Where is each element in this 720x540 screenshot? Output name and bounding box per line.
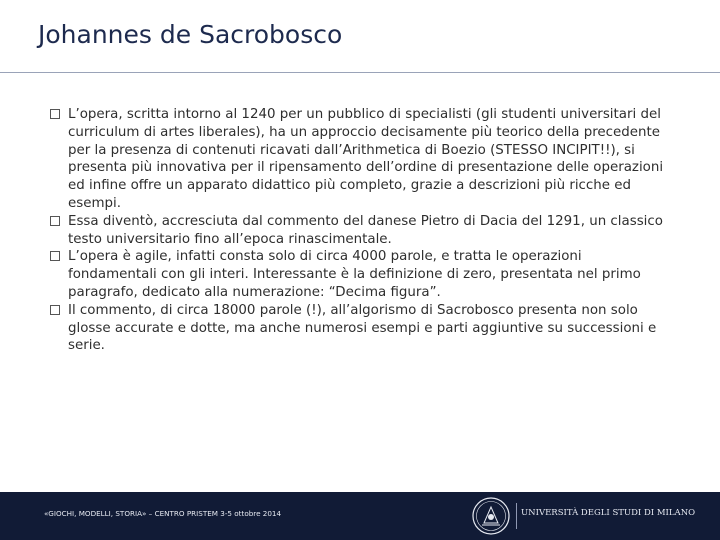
bullet-item <box>50 213 670 249</box>
footer-event-text: «GIOCHI, MODELLI, STORIA» – CENTRO PRISTEM 3-5 ottobre 2014 <box>44 509 282 518</box>
bullet-item <box>50 106 670 213</box>
footer-bar <box>0 492 720 540</box>
bullet-square-icon <box>50 305 60 315</box>
bullet-text: Il commento, di circa 18000 parole (!), all’algorismo di Sacrobosco presenta non solo glosse accurate e dotte, ma anche numerosi esempi e parti aggiuntive su successioni e serie. <box>68 302 657 354</box>
title-divider <box>0 72 720 73</box>
bullet-square-icon <box>50 216 60 226</box>
bullet-text: L’opera è agile, infatti consta solo di circa 4000 parole, e tratta le operazioni fondamentali con gli interi. Interessante è la definizione di zero, presentata nel primo paragrafo, dedicato alla numerazione: “Decima figura”. <box>68 249 641 300</box>
bullet-list <box>50 106 670 355</box>
logo-divider <box>516 503 517 529</box>
bullet-square-icon <box>50 251 60 261</box>
bullet-item <box>50 302 670 355</box>
university-name: UNIVERSITÀ DEGLI STUDI DI MILANO <box>521 508 696 518</box>
bullet-item <box>50 248 670 301</box>
university-seal-icon <box>471 496 511 536</box>
bullet-square-icon <box>50 109 60 119</box>
bullet-text: L’opera, scritta intorno al 1240 per un pubblico di specialisti (gli studenti universitari del curriculum di artes liberales), ha un approccio decisamente più teorico della precedente per la presenza di contenuti ricavati dall’Arithmetica di Boezio (STESSO INCIPIT!!), si presenta più innovativa per il ripensamento dell’ordine di presentazione delle operazioni ed infine offre un apparato didattico più completo, grazie a descrizioni più ricche ed esempi. <box>68 107 664 211</box>
bullet-text: Essa diventò, accresciuta dal commento del danese Pietro di Dacia del 1291, un classico testo universitario fino all’epoca rinascimentale. <box>68 213 663 247</box>
slide-title: Johannes de Sacrobosco <box>38 20 343 49</box>
